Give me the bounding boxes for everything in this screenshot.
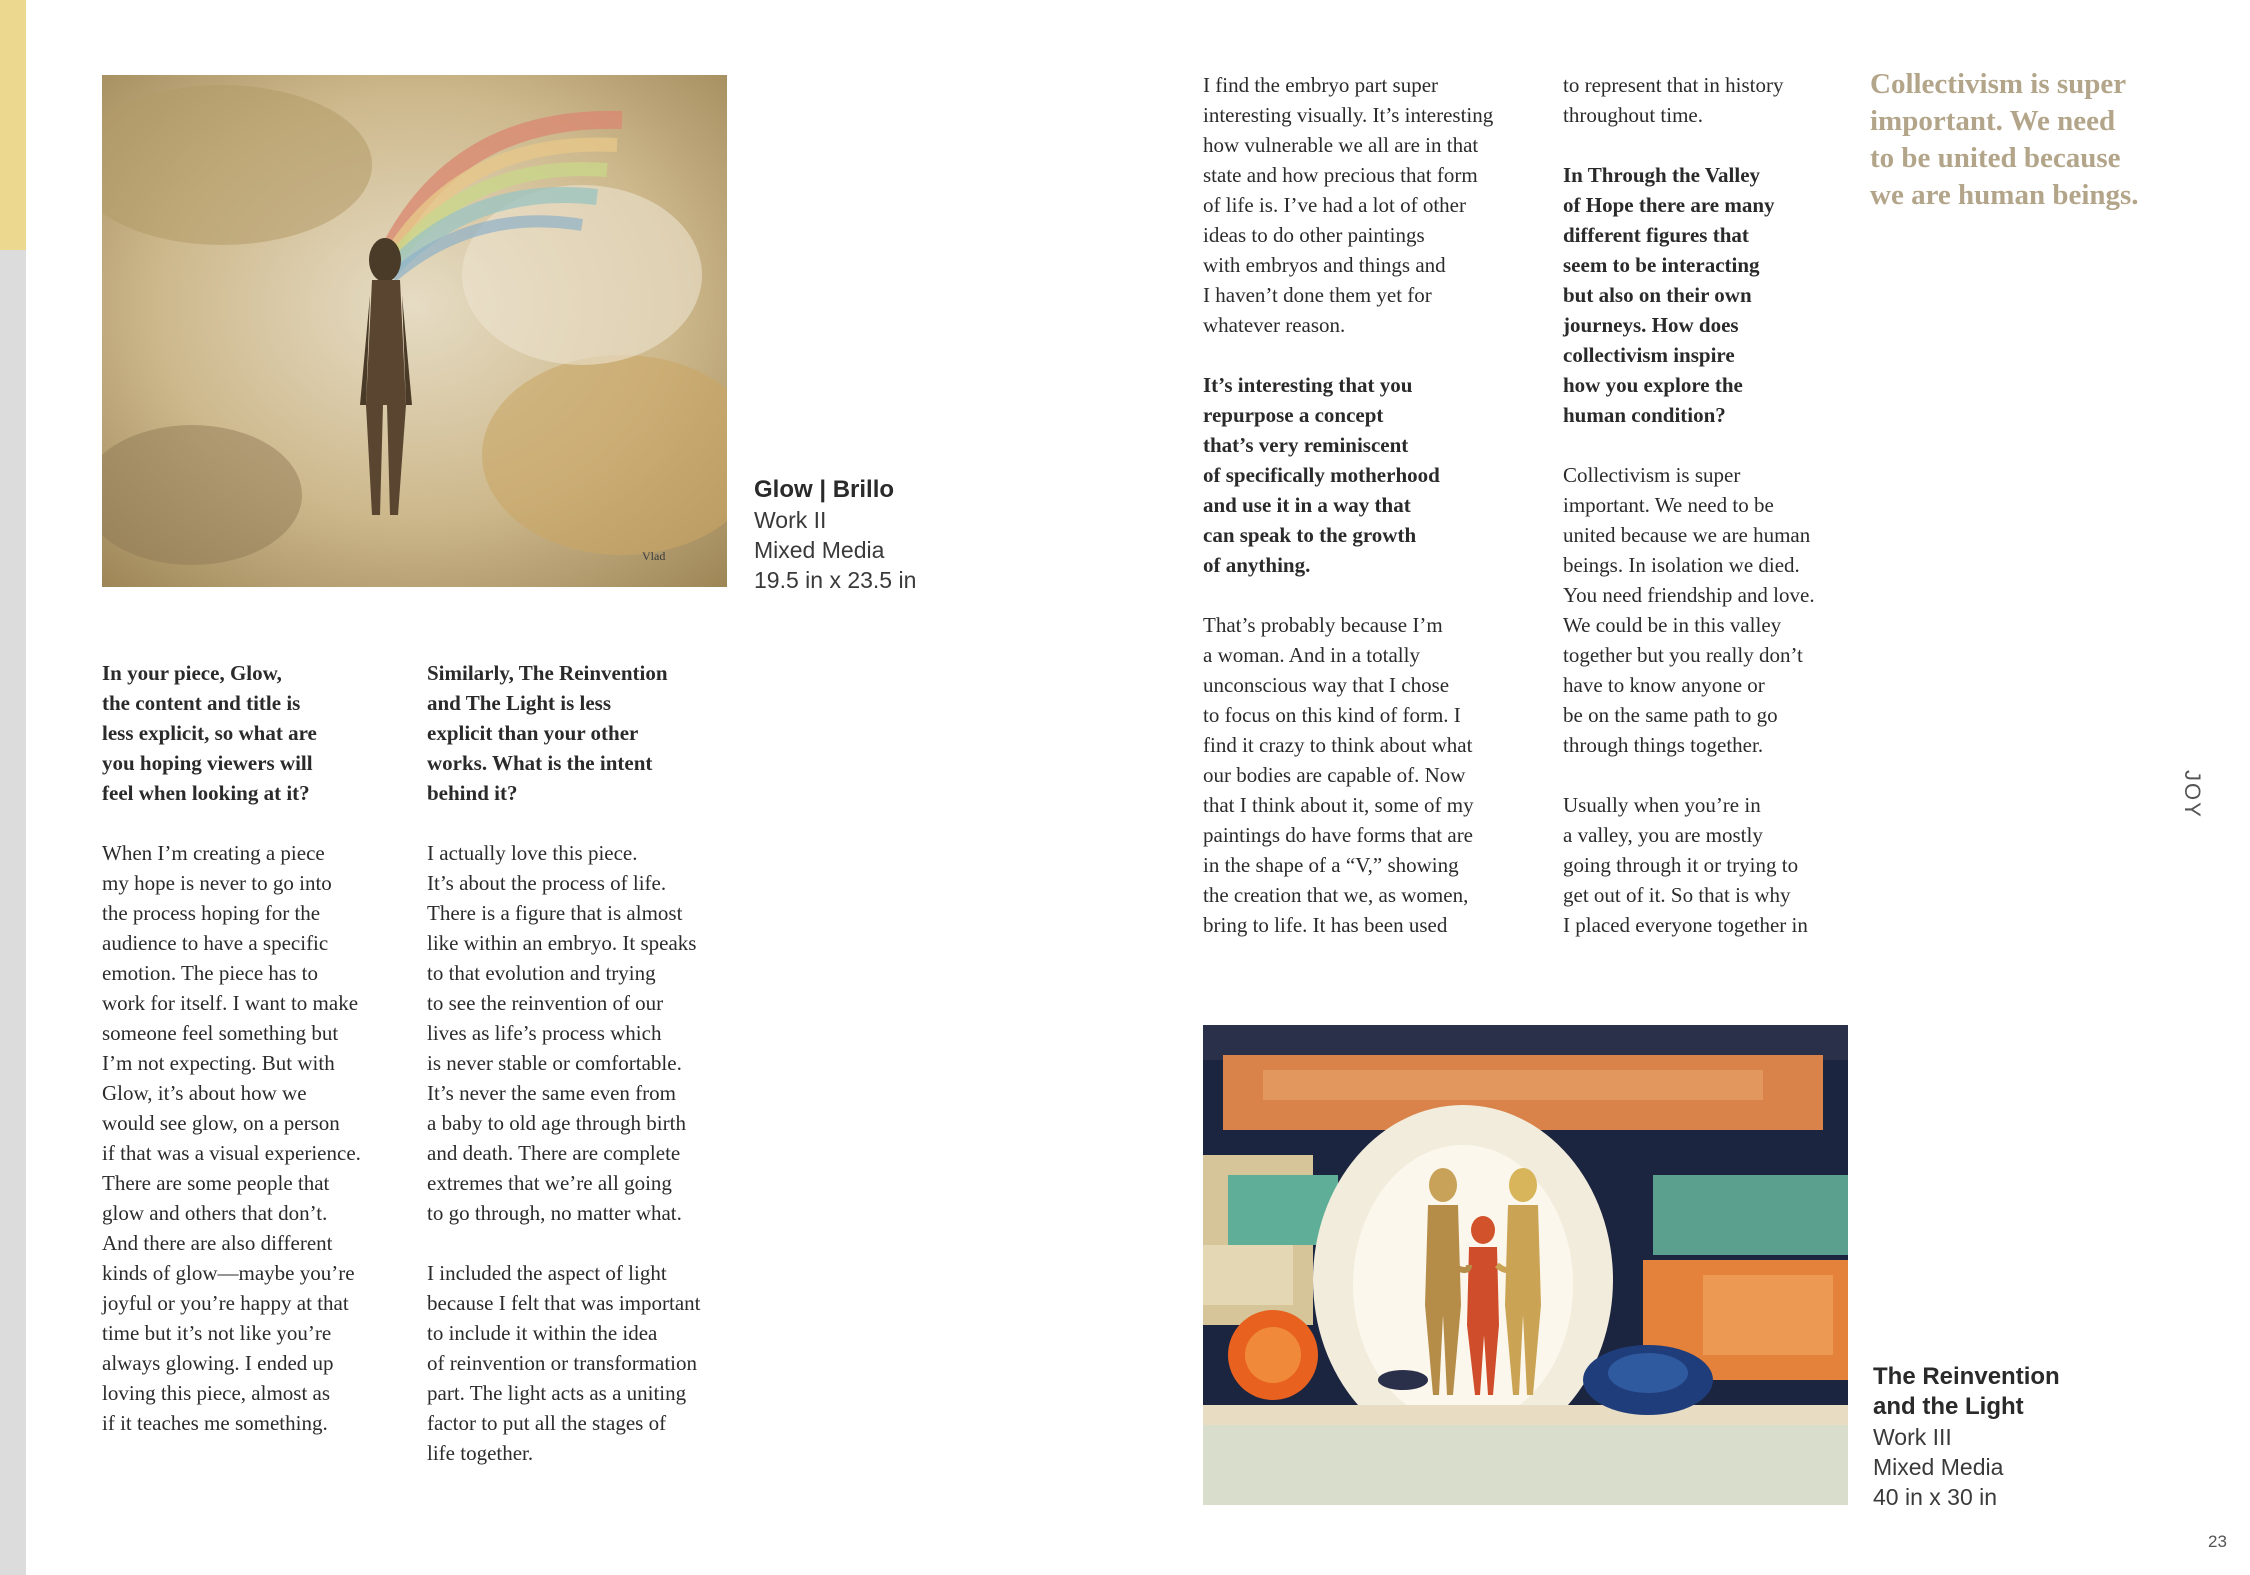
interview-answer: to represent that in history throughout time. [1563,73,1784,127]
artwork-title: and the Light [1873,1393,2024,1420]
caption-reinvention [1873,1362,2060,1512]
text-column-4 [1563,70,1863,940]
artwork-medium: Mixed Media [754,537,885,563]
artwork-size: 19.5 in x 23.5 in [754,567,917,593]
text-column-1 [102,658,392,1438]
interview-question: In your piece, Glow, the content and title is less explicit, so what are you hoping viewers will feel when looking at it? [102,661,317,805]
artwork-title: The Reinvention [1873,1363,2060,1390]
interview-question: In Through the Valley of Hope there are many different figures that seem to be interacting but also on their own journeys. How does collectivism inspire how you explore the human condition? [1563,163,1775,427]
artwork-size: 40 in x 30 in [1873,1484,1998,1510]
artwork-work: Work III [1873,1424,1952,1450]
pull-quote: Collectivism is super important. We need to be united because we are human beings. [1870,68,2139,211]
text-column-2 [427,658,737,1468]
interview-question: It’s interesting that you repurpose a concept that’s very reminiscent of specifically motherhood and use it in a way that can speak to the growth of anything. [1203,373,1440,577]
painting-signature: Vlad [642,549,666,563]
interview-answer: I included the aspect of light because I felt that was important to include it within the idea of reinvention or transformation part. The light acts as a uniting factor to put all the stages of life together. [427,1261,701,1465]
interview-answer: Collectivism is super important. We need to be united because we are human beings. In isolation we died. You need friendship and love. We could be in this valley together but you really don’t have to know anyone or be on the same path to go through things together. [1563,463,1815,757]
caption-glow [754,475,916,595]
painting-reinvention [1203,1025,1848,1505]
interview-answer: I find the embryo part super interesting visually. It’s interesting how vulnerable we all are in that state and how precious that form of life is. I’ve had a lot of other ideas to do other paintings with embryos and things and I haven’t done them yet for whatever reason. [1203,73,1494,337]
interview-answer: Usually when you’re in a valley, you are mostly going through it or trying to get out of it. So that is why I placed everyone together in [1563,793,1808,937]
painting-glow [102,75,727,587]
text-column-3 [1203,70,1533,940]
interview-answer: I actually love this piece. It’s about the process of life. There is a figure that is almost like within an embryo. It speaks to that evolution and trying to see the reinvention of our lives as life’s process which is never stable or comfortable. It’s never the same even from a baby to old age through birth and death. There are complete extremes that we’re all going to go through, no matter what. [427,841,697,1225]
section-label: JOY [2180,770,2205,819]
interview-answer: When I’m creating a piece my hope is never to go into the process hoping for the audience to have a specific emotion. The piece has to work for itself. I want to make someone feel something but I’m not expecting. But with Glow, it’s about how we would see glow, on a person if that was a visual experience. There are some people that glow and others that don’t. And there are also different kinds of glow—maybe you’re joyful or you’re happy at that time but it’s not like you’re always glowing. I ended up loving this piece, almost as if it teaches me something. [102,841,361,1435]
page-number: 23 [2208,1532,2227,1551]
artwork-title: Glow | Brillo [754,476,895,503]
interview-answer: That’s probably because I’m a woman. And in a totally unconscious way that I chose to focus on this kind of form. I find it crazy to think about what our bodies are capable of. Now that I think about it, some of my paintings do have forms that are in the shape of a “V,” showing the creation that we, as women, bring to life. It has been used [1203,613,1474,937]
interview-question: Similarly, The Reinvention and The Light is less explicit than your other works. What is the intent behind it? [427,661,668,805]
spine-accent [0,0,26,250]
artwork-medium: Mixed Media [1873,1454,2004,1480]
artwork-work: Work II [754,507,827,533]
